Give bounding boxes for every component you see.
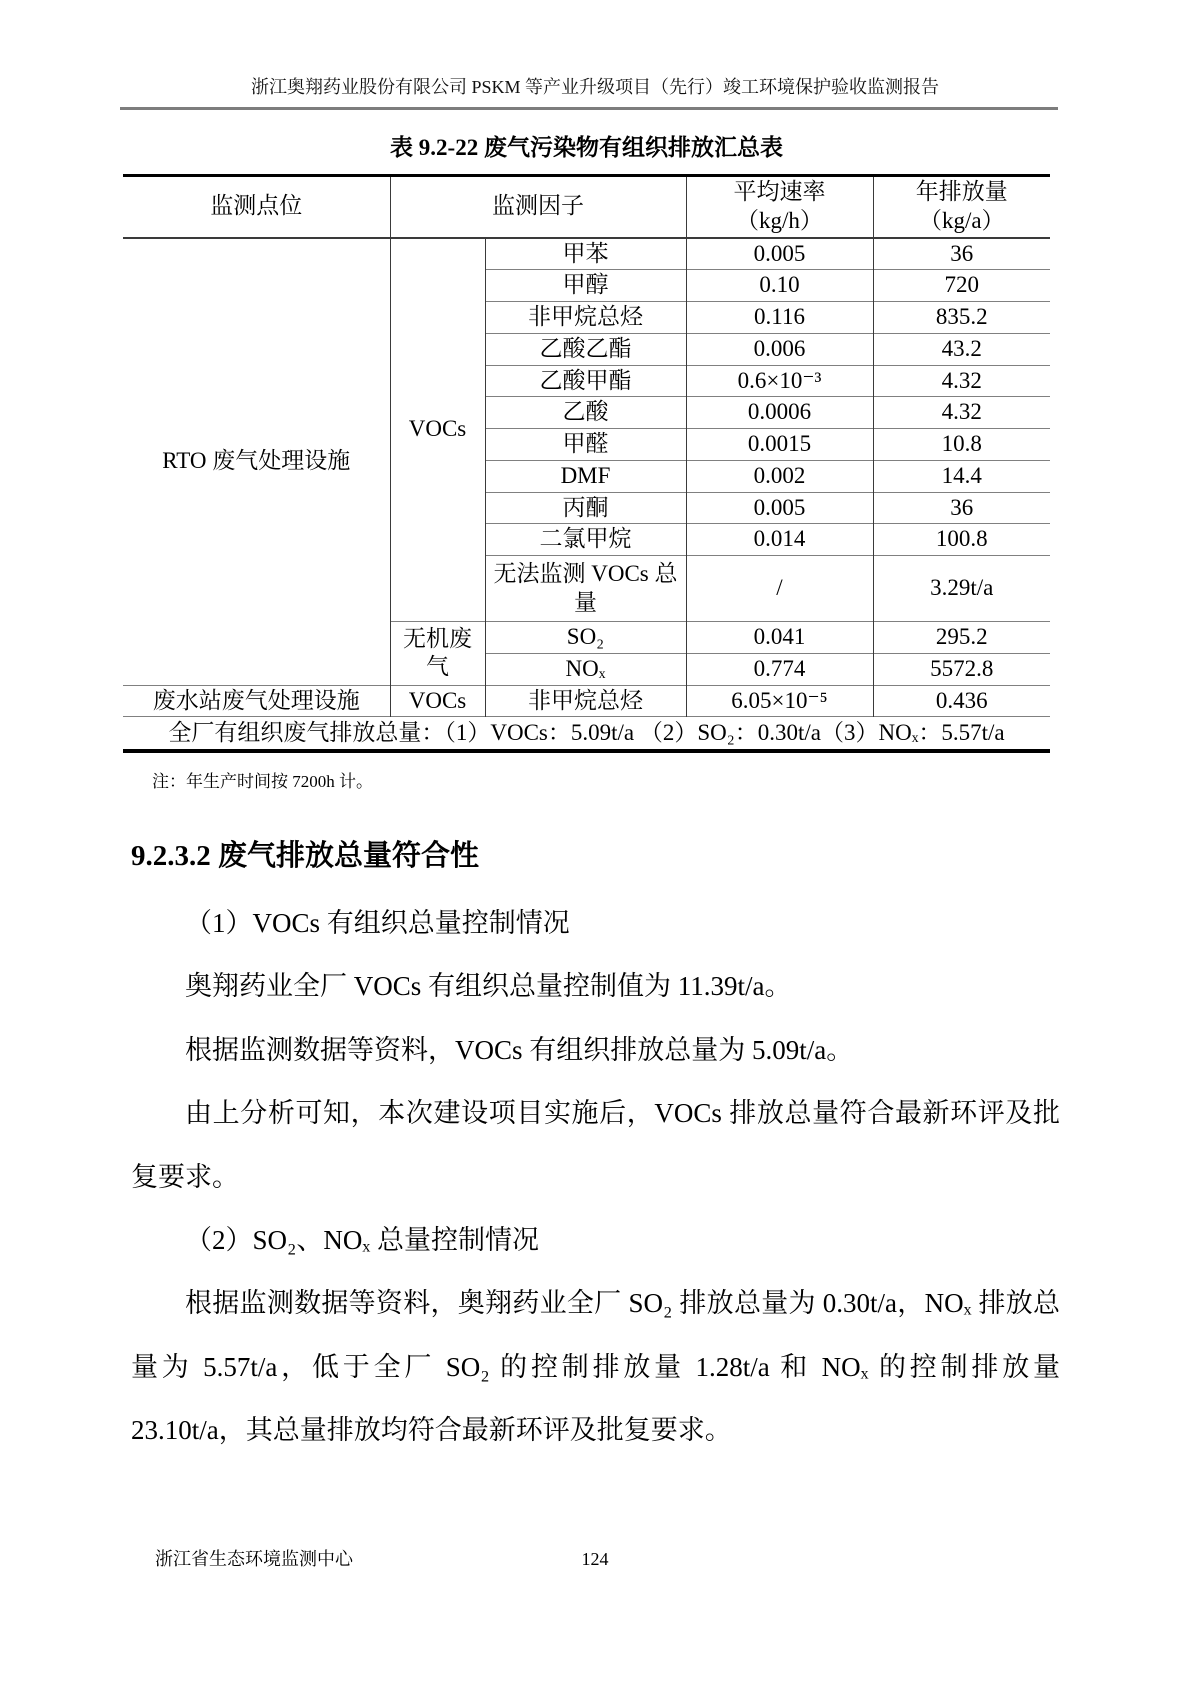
annual-cell: 36 — [873, 492, 1050, 524]
paragraph: （2）SO₂、NOₓ 总量控制情况 — [185, 1224, 540, 1255]
table-row — [123, 685, 1050, 717]
paragraph: 奥翔药业全厂 VOCs 有组织总量控制值为 11.39t/a。 — [185, 971, 792, 1002]
annual-cell: 100.8 — [873, 524, 1050, 556]
factor-cell: 甲醛 — [485, 429, 686, 461]
column-header-rate — [686, 176, 873, 238]
type-cell-inorganic: 无机废气 — [390, 622, 485, 686]
site-cell-wastewater: 废水站废气处理设施 — [123, 685, 390, 717]
header-divider — [120, 107, 1058, 110]
factor-cell: 乙酸 — [485, 397, 686, 429]
paragraph: （1）VOCs 有组织总量控制情况 — [185, 907, 570, 938]
column-header-annual-line2: （kg/a） — [918, 207, 1005, 233]
rate-cell: 0.116 — [686, 302, 873, 334]
rate-cell: 0.6×10⁻³ — [686, 365, 873, 397]
summary-cell: 全厂有组织废气排放总量：（1）VOCs：5.09t/a （2）SO₂：0.30t/a（3）NOₓ：5.57t/a — [168, 719, 1005, 745]
column-header-rate-line1: 平均速率 — [733, 179, 826, 204]
rate-cell: 0.005 — [686, 238, 873, 270]
rate-cell: 0.006 — [686, 333, 873, 365]
rate-cell: 6.05×10⁻⁵ — [686, 685, 873, 717]
table-row — [123, 238, 1050, 270]
factor-cell: 无法监测 VOCs 总量 — [485, 556, 686, 622]
factor-cell: 乙酸乙酯 — [485, 333, 686, 365]
factor-cell: NOₓ — [485, 653, 686, 685]
factor-cell: 非甲烷总烃 — [485, 685, 686, 717]
page-number: 124 — [581, 1549, 609, 1569]
annual-cell: 295.2 — [873, 622, 1050, 654]
doc-header-title: 浙江奥翔药业股份有限公司 PSKM 等产业升级项目（先行）竣工环境保护验收监测报告 — [250, 77, 940, 97]
factor-cell: 乙酸甲酯 — [485, 365, 686, 397]
table-caption: 表 9.2-22 废气污染物有组织排放汇总表 — [390, 135, 783, 160]
rate-cell: 0.0006 — [686, 397, 873, 429]
factor-cell: 丙酮 — [485, 492, 686, 524]
column-header-annual — [873, 176, 1050, 238]
section-heading: 9.2.3.2 废气排放总量符合性 — [131, 839, 480, 872]
column-header-site: 监测点位 — [123, 176, 390, 238]
paragraph: 由上分析可知，本次建设项目实施后，VOCs 排放总量符合最新环评及批复要求。 — [131, 1098, 1060, 1192]
site-cell-rto: RTO 废气处理设施 — [123, 238, 390, 686]
column-header-annual-line1: 年排放量 — [915, 179, 1008, 204]
rate-cell: 0.0015 — [686, 429, 873, 461]
table-note: 注：年生产时间按 7200h 计。 — [152, 771, 373, 791]
factor-cell: SO₂ — [485, 622, 686, 654]
annual-cell: 3.29t/a — [873, 556, 1050, 622]
type-cell-vocs: VOCs — [390, 685, 485, 717]
rate-cell: 0.10 — [686, 270, 873, 302]
rate-cell: / — [686, 556, 873, 622]
factor-cell: 非甲烷总烃 — [485, 302, 686, 334]
rate-cell: 0.041 — [686, 622, 873, 654]
annual-cell: 14.4 — [873, 460, 1050, 492]
annual-cell: 0.436 — [873, 685, 1050, 717]
factor-cell: 甲醇 — [485, 270, 686, 302]
annual-cell: 5572.8 — [873, 653, 1050, 685]
factor-cell: DMF — [485, 460, 686, 492]
rate-cell: 0.774 — [686, 653, 873, 685]
column-header-rate-line2: （kg/h） — [736, 207, 823, 233]
factor-cell: 甲苯 — [485, 238, 686, 270]
section-body — [131, 892, 1060, 1463]
table-header-row — [123, 176, 1050, 238]
paragraph: 根据监测数据等资料，VOCs 有组织排放总量为 5.09t/a。 — [185, 1034, 854, 1065]
annual-cell: 43.2 — [873, 333, 1050, 365]
annual-cell: 10.8 — [873, 429, 1050, 461]
type-cell-vocs: VOCs — [390, 238, 485, 622]
annual-cell: 4.32 — [873, 365, 1050, 397]
annual-cell: 4.32 — [873, 397, 1050, 429]
table-summary-row — [123, 717, 1050, 751]
rate-cell: 0.002 — [686, 460, 873, 492]
factor-cell: 二氯甲烷 — [485, 524, 686, 556]
column-header-factor: 监测因子 — [390, 176, 686, 238]
footer-organization: 浙江省生态环境监测中心 — [155, 1549, 353, 1569]
rate-cell: 0.014 — [686, 524, 873, 556]
annual-cell: 36 — [873, 238, 1050, 270]
annual-cell: 835.2 — [873, 302, 1050, 334]
annual-cell: 720 — [873, 270, 1050, 302]
paragraph: 根据监测数据等资料，奥翔药业全厂 SO₂ 排放总量为 0.30t/a，NOₓ 排放总量为 5.57t/a，低于全厂 SO₂ 的控制排放量 1.28t/a 和 NOₓ 的控制排放量 23.10t/a，其总量排放均符合最新环评及批复要求。 — [131, 1288, 1060, 1446]
emissions-summary-table — [123, 174, 1050, 753]
rate-cell: 0.005 — [686, 492, 873, 524]
